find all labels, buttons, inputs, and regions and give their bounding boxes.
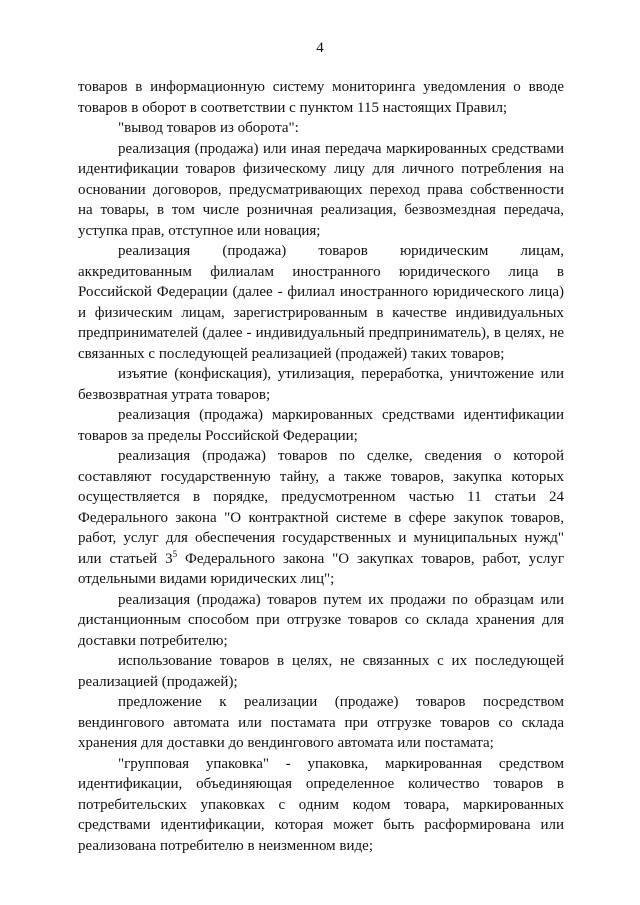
paragraph-10: предложение к реализации (продаже) товаров посредством вендингового автомата или постамата при отгрузке товаров со склада хранения для доставки до вендингового автомата или постамата; [78, 694, 564, 751]
paragraph-4: реализация (продажа) товаров юридическим лицам, аккредитованным филиалам иностранного юридического лица в Российской Федерации (далее - филиал иностранного юридического лица) и физическим лицам, зарегистрированным в качестве индивидуальных предпринимателей (далее - индивидуальный предприниматель), в целях, не связанных с последующей реализацией (продажей) таких товаров; [78, 243, 564, 362]
paragraph-1: товаров в информационную систему мониторинга уведомления о вводе товаров в оборот в соответствии с пунктом 115 настоящих Правил; [78, 79, 564, 116]
page-number: 4 [316, 40, 324, 56]
superscript-5: 5 [172, 548, 178, 559]
paragraph-6: реализация (продажа) маркированных средствами идентификации товаров за пределы Российской Федерации; [78, 407, 564, 444]
paragraph-7-text-a: реализация (продажа) товаров по сделке, сведения о которой составляют государственную тайну, а также товаров, закупка которых осуществляется в порядке, предусмотренном частью 11 статьи 24 Федерального закона "О контрактной системе в сфере закупок товаров, работ, услуг для обеспечения государственных и муниципальных нужд" или статьей 3 [78, 448, 564, 567]
paragraph-8: реализация (продажа) товаров путем их продажи по образцам или дистанционным способом при отгрузке товаров со склада хранения для доставки потребителю; [78, 591, 564, 649]
paragraph-3: реализация (продажа) или иная передача маркированных средствами идентификации товаров физическому лицу для личного потребления на основании договоров, предусматривающих переход права собственности на товары, в том числе розничная реализация, безвозмездная передача, уступка прав, отступное или новация; [78, 140, 564, 239]
paragraph-7-text-b: Федерального закона "О закупках товаров, работ, услуг отдельными видами юридических лиц"; [78, 550, 564, 587]
document-body [78, 77, 564, 856]
paragraph-9: использование товаров в целях, не связанных с их последующей реализацией (продажей); [78, 653, 564, 690]
paragraph-5: изъятие (конфискация), утилизация, переработка, уничтожение или безвозвратная утрата товаров; [78, 366, 564, 403]
paragraph-11: "групповая упаковка" - упаковка, маркированная средством идентификации, объединяющая определенное количество товаров в потребительских упаковках с одним кодом товара, маркированных средствами идентификации, которая может быть расформирована или реализована потребителю в неизменном виде; [78, 755, 564, 854]
paragraph-7 [78, 446, 564, 590]
paragraph-2: "вывод товаров из оборота": [118, 120, 299, 136]
